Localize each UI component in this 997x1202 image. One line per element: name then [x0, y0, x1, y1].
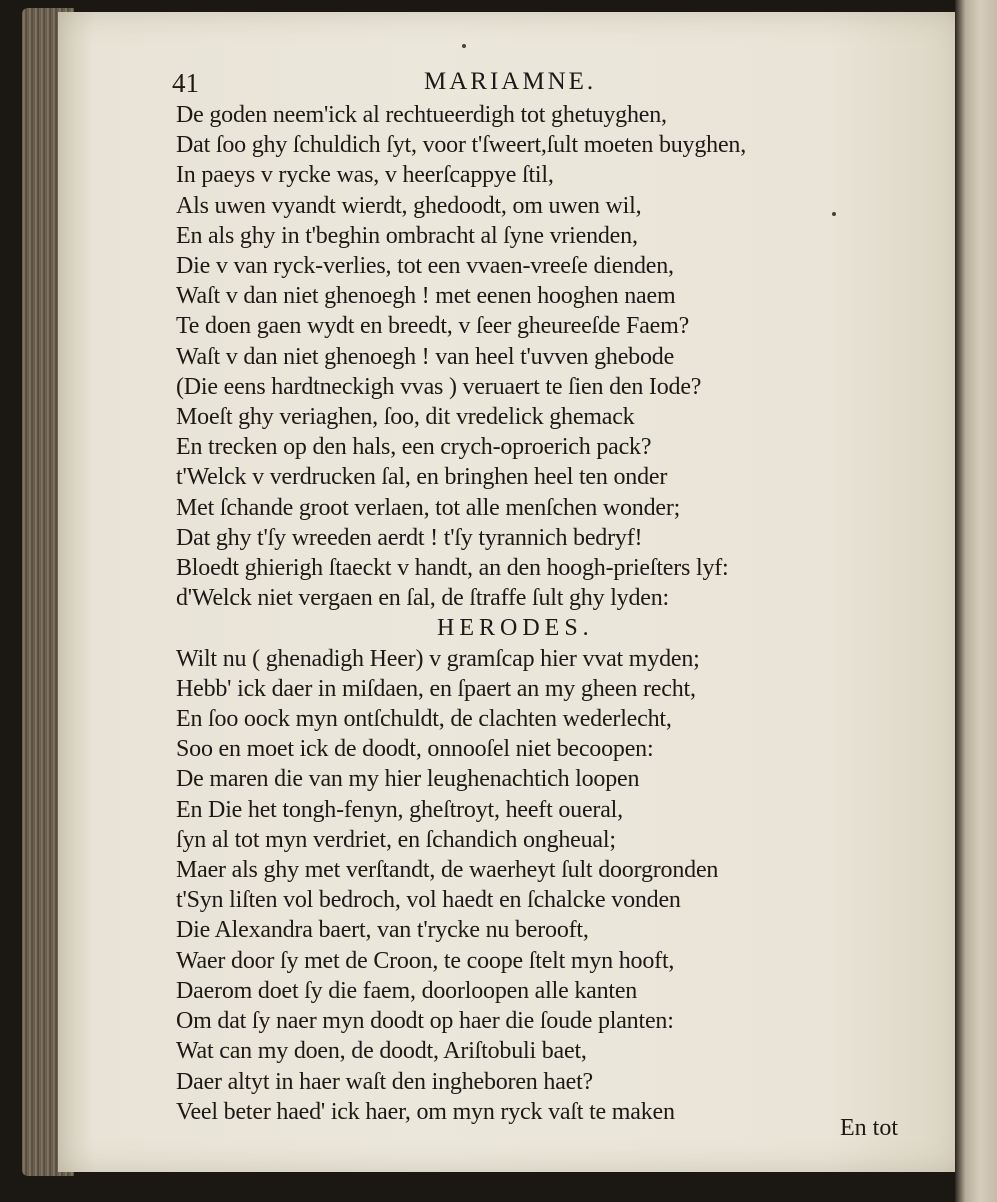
verse-line: Maer als ghy met verſtandt, de waerheyt ſult doorgronden — [176, 857, 719, 884]
verse-line: In paeys v rycke was, v heerſcappye ſtil, — [176, 162, 554, 189]
verse-line: En Die het tongh-fenyn, gheſtroyt, heeft oueral, — [176, 796, 623, 823]
verse-line: t'Welck v verdrucken ſal, en bringhen heel ten onder — [176, 464, 668, 491]
verse-line: d'Welck niet vergaen en ſal, de ſtraffe ſult ghy lyden: — [176, 585, 670, 612]
verse-line: Wat can my doen, de doodt, Ariſtobuli baet, — [176, 1038, 587, 1065]
verse-line: Met ſchande groot verlaen, tot alle menſchen wonder; — [176, 494, 681, 521]
verse-line: t'Syn liſten vol bedroch, vol haedt en ſchalcke vonden — [176, 887, 681, 914]
speaker-heading: HERODES. — [437, 615, 594, 642]
verse-line: Wilt nu ( ghenadigh Heer) v gramſcap hier vvat myden; — [176, 645, 700, 672]
verse-line: En als ghy in t'beghin ombracht al ſyne vrienden, — [176, 222, 638, 249]
verse-line: Dat ſoo ghy ſchuldich ſyt, voor t'ſweert,ſult moeten buyghen, — [176, 132, 747, 159]
verse-line: Waer door ſy met de Croon, te coope ſtelt myn hooft, — [176, 947, 675, 974]
verse-line: Moeſt ghy veriaghen, ſoo, dit vredelick ghemack — [176, 404, 635, 431]
verse-line: Daerom doet ſy die faem, doorloopen alle kanten — [176, 977, 638, 1004]
verse-block — [176, 100, 896, 1127]
running-title: MARIAMNE. — [424, 68, 597, 95]
page-number: 41 — [172, 68, 199, 98]
catchword: En tot — [840, 1115, 898, 1141]
verse-line: Dat ghy t'ſy wreeden aerdt ! t'ſy tyrannich bedryf! — [176, 524, 643, 551]
verse-line: ſyn al tot myn verdriet, en ſchandich ongheual; — [176, 826, 616, 853]
verse-line: Bloedt ghierigh ſtaeckt v handt, an den hoogh-prieſters lyf: — [176, 555, 729, 582]
verse-part-2 — [176, 644, 896, 1127]
verse-line: Hebb' ick daer in miſdaen, en ſpaert an my gheen recht, — [176, 675, 696, 702]
verse-line: En ſoo oock myn ontſchuldt, de clachten wederlecht, — [176, 706, 672, 733]
verse-line: Waſt v dan niet ghenoegh ! van heel t'uvven ghebode — [176, 343, 675, 370]
verse-line: Die v van ryck-verlies, tot een vvaen-vreeſe dienden, — [176, 253, 674, 280]
verse-line: Daer altyt in haer waſt den ingheboren haet? — [176, 1068, 594, 1095]
verse-line: Als uwen vyandt wierdt, ghedoodt, om uwen wil, — [176, 192, 642, 219]
ink-speck — [462, 44, 466, 48]
facing-page-edge — [955, 0, 997, 1202]
verse-line: Soo en moet ick de doodt, onnooſel niet becoopen: — [176, 736, 654, 763]
verse-line: Om dat ſy naer myn doodt op haer die ſoude planten: — [176, 1008, 674, 1035]
verse-line: (Die eens hardtneckigh vvas ) veruaert te ſien den Iode? — [176, 373, 702, 400]
verse-line: En trecken op den hals, een crych-oproerich pack? — [176, 434, 652, 461]
verse-line: Te doen gaen wydt en breedt, v ſeer gheureeſde Faem? — [176, 313, 690, 340]
verse-line: De goden neem'ick al rechtueerdigh tot ghetuyghen, — [176, 102, 667, 128]
verse-line: Waſt v dan niet ghenoegh ! met eenen hooghen naem — [176, 283, 676, 310]
verse-line: De maren die van my hier leughenachtich loopen — [176, 766, 640, 793]
verse-part-1 — [176, 100, 896, 613]
ink-speck — [832, 212, 836, 216]
verse-line: Die Alexandra baert, van t'rycke nu berooft, — [176, 917, 589, 944]
verse-line: Veel beter haed' ick haer, om myn ryck vaſt te maken — [176, 1098, 675, 1125]
